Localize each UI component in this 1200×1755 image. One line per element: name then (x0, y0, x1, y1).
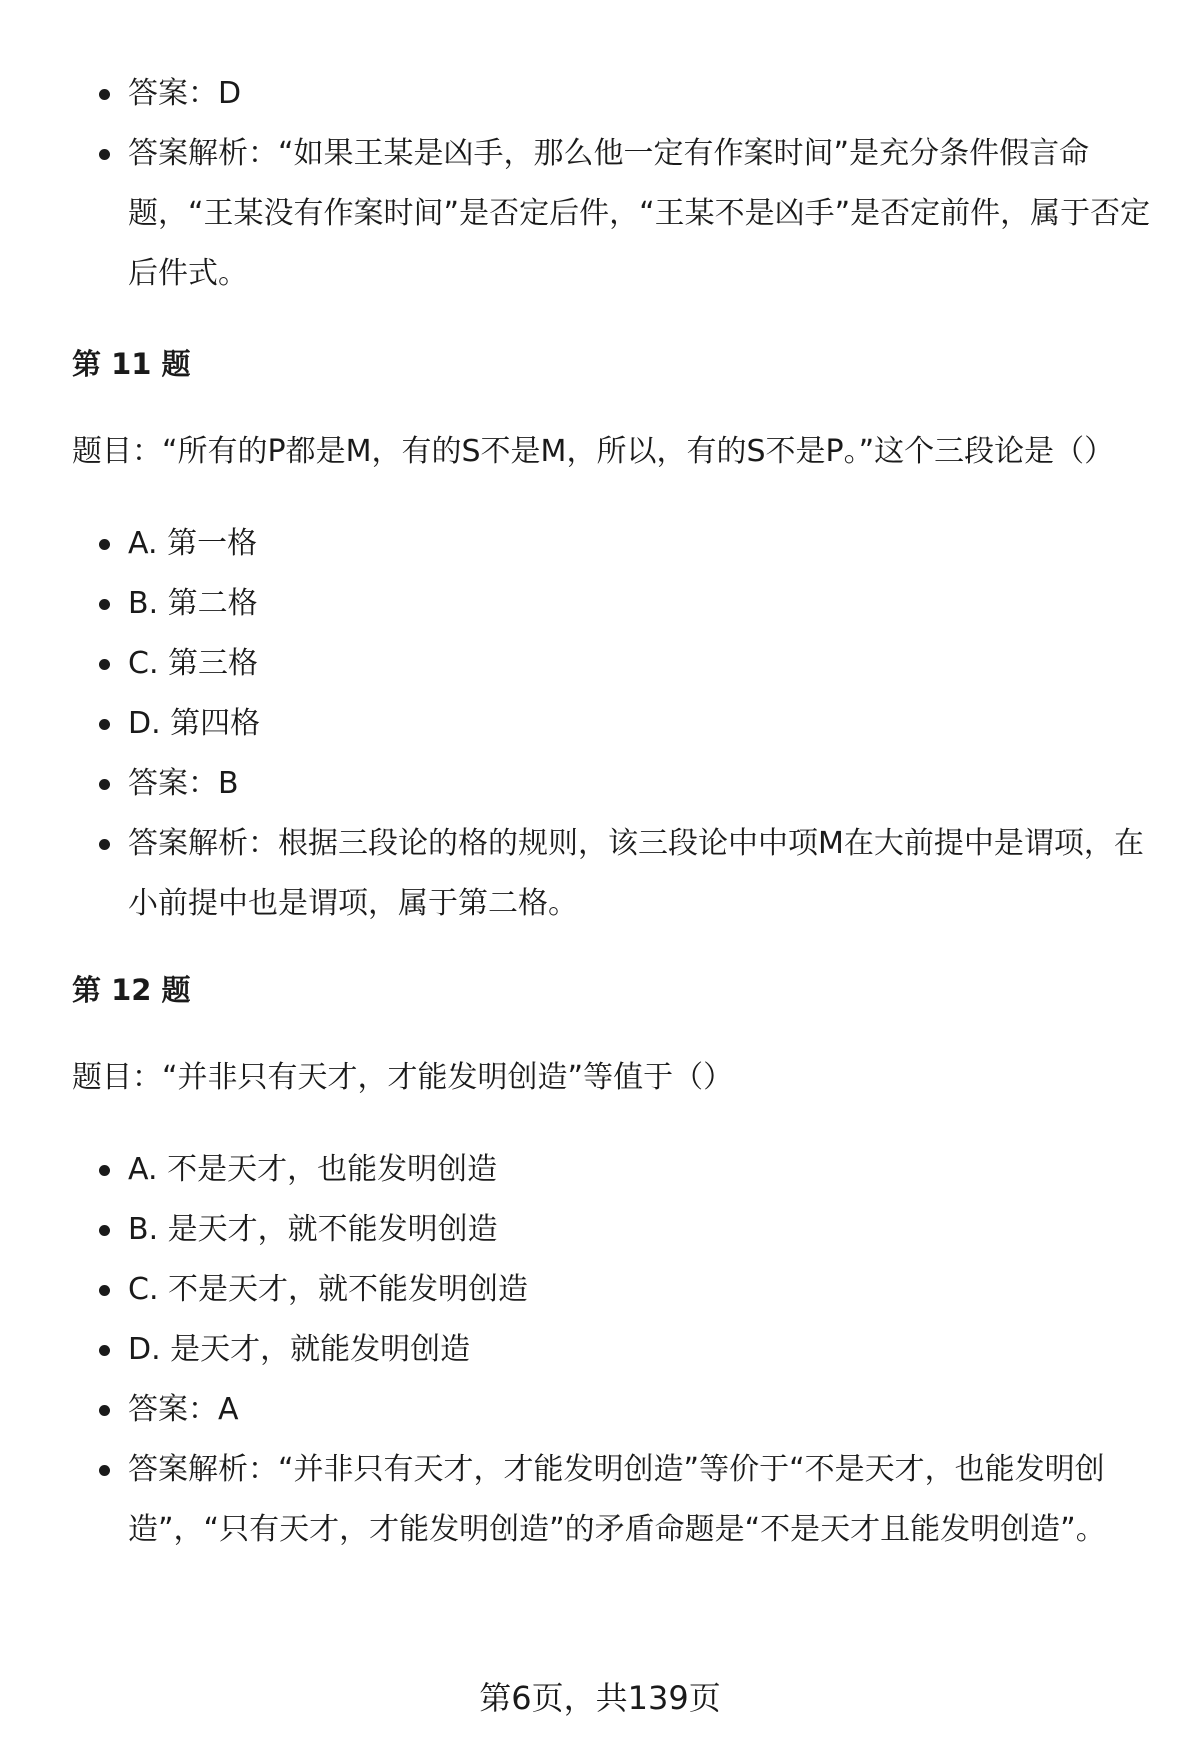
q12-option-b: B. 是天才，就不能发明创造 (72, 1200, 1152, 1260)
q11-option-b: B. 第二格 (72, 574, 1152, 634)
q11-option-c: C. 第三格 (72, 634, 1152, 694)
q12-option-a: A. 不是天才，也能发明创造 (72, 1140, 1152, 1200)
q12-option-d: D. 是天才，就能发明创造 (72, 1320, 1152, 1380)
prev-explanation: 答案解析：“如果王某是凶手，那么他一定有作案时间”是充分条件假言命题，“王某没有作案时间”是否定后件，“王某不是凶手”是否定前件，属于否定后件式。 (72, 124, 1152, 304)
q12-question: 题目：“并非只有天才，才能发明创造”等值于（） (72, 1060, 734, 1095)
page-number: 第6页，共139页 (479, 1679, 721, 1717)
prev-question-answers (72, 64, 1152, 304)
q11-answer: 答案：B (72, 754, 1152, 814)
q11-question: 题目：“所有的P都是M，有的S不是M，所以，有的S不是P。”这个三段论是（） (72, 434, 1115, 469)
q12-heading: 第 12 题 (72, 973, 191, 1007)
q11-items (72, 514, 1152, 934)
prev-answer: 答案：D (72, 64, 1152, 124)
q12-items (72, 1140, 1152, 1560)
q11-option-d: D. 第四格 (72, 694, 1152, 754)
q12-explanation: 答案解析：“并非只有天才，才能发明创造”等价于“不是天才，也能发明创造”，“只有天才，才能发明创造”的矛盾命题是“不是天才且能发明创造”。 (72, 1440, 1152, 1560)
q11-explanation: 答案解析：根据三段论的格的规则，该三段论中中项M在大前提中是谓项，在小前提中也是谓项，属于第二格。 (72, 814, 1152, 934)
q12-answer: 答案：A (72, 1380, 1152, 1440)
q12-option-c: C. 不是天才，就不能发明创造 (72, 1260, 1152, 1320)
q11-option-a: A. 第一格 (72, 514, 1152, 574)
q11-heading: 第 11 题 (72, 347, 191, 381)
